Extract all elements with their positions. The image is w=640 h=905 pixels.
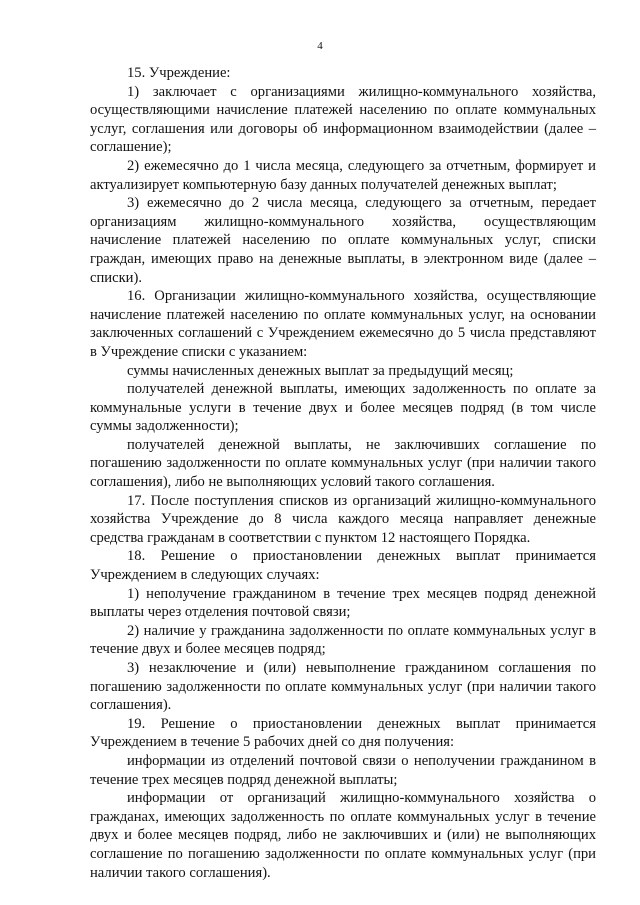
- paragraph-item-15-heading: 15. Учреждение:: [127, 65, 231, 81]
- paragraph-item-15-2: 2) ежемесячно до 1 числа месяца, следующего за отчетным, формирует и актуализирует компьютерную базу данных получателей денежных выплат;: [90, 157, 596, 193]
- paragraph-item-19-b: информации от организаций жилищно-коммунального хозяйства о гражданах, имеющих задолженность по оплате коммунальных услуг в течение двух и более месяцев подряд, либо не заключивших и (или) не выполняющих соглашение по погашению задолженности по оплате коммунальных услуг (при наличии такого соглашения).: [90, 790, 596, 881]
- document-body: [90, 64, 596, 882]
- paragraph-item-18-1: 1) неполучение гражданином в течение трех месяцев подряд денежной выплаты через отделения почтовой связи;: [90, 585, 596, 621]
- paragraph-item-15-1: 1) заключает с организациями жилищно-коммунального хозяйства, осуществляющими начисление платежей населению по оплате коммунальных услуг, соглашения или договоры об информационном взаимодействии (далее – соглашение);: [90, 83, 596, 156]
- paragraph-item-17: 17. После поступления списков из организаций жилищно-коммунального хозяйства Учреждение до 8 числа каждого месяца направляет денежные средства гражданам в соответствии с пунктом 12 настоящего Порядка.: [90, 492, 596, 546]
- paragraph-item-18: 18. Решение о приостановлении денежных выплат принимается Учреждением в следующих случаях:: [90, 548, 596, 584]
- paragraph-item-19: 19. Решение о приостановлении денежных выплат принимается Учреждением в течение 5 рабочих дней со дня получения:: [90, 715, 596, 751]
- paragraph-item-18-3: 3) незаключение и (или) невыполнение гражданином соглашения по погашению задолженности по оплате коммунальных услуг (при наличии такого соглашения).: [90, 660, 596, 714]
- paragraph-item-19-a: информации из отделений почтовой связи о неполучении гражданином в течение трех месяцев подряд денежной выплаты;: [90, 752, 596, 788]
- paragraph-item-16-b: получателей денежной выплаты, имеющих задолженность по оплате за коммунальные услуги в течение двух и более месяцев подряд (в том числе суммы задолженности);: [90, 381, 596, 435]
- paragraph-item-16-c: получателей денежной выплаты, не заключивших соглашение по погашению задолженности по оплате коммунальных услуг (при наличии такого соглашения), либо не выполняющих условий такого соглашения.: [90, 436, 596, 491]
- paragraph-item-16: 16. Организации жилищно-коммунального хозяйства, осуществляющие начисление платежей населению по оплате коммунальных услуг, на основании заключенных соглашений с Учреждением ежемесячно до 5 числа представляют в Учреждение списки с указанием:: [90, 288, 596, 360]
- paragraph-item-18-2: 2) наличие у гражданина задолженности по оплате коммунальных услуг в течение двух и более месяцев подряд;: [90, 622, 596, 658]
- paragraph-item-15-3: 3) ежемесячно до 2 числа месяца, следующего за отчетным, передает организациям жилищно-коммунального хозяйства, осуществляющим начисление платежей населению по оплате коммунальных услуг, списки граждан, имеющих право на денежные выплаты, в электронном виде (далее – списки).: [90, 195, 596, 286]
- page-number: 4: [317, 40, 323, 52]
- paragraph-item-16-a: суммы начисленных денежных выплат за предыдущий месяц;: [127, 362, 514, 379]
